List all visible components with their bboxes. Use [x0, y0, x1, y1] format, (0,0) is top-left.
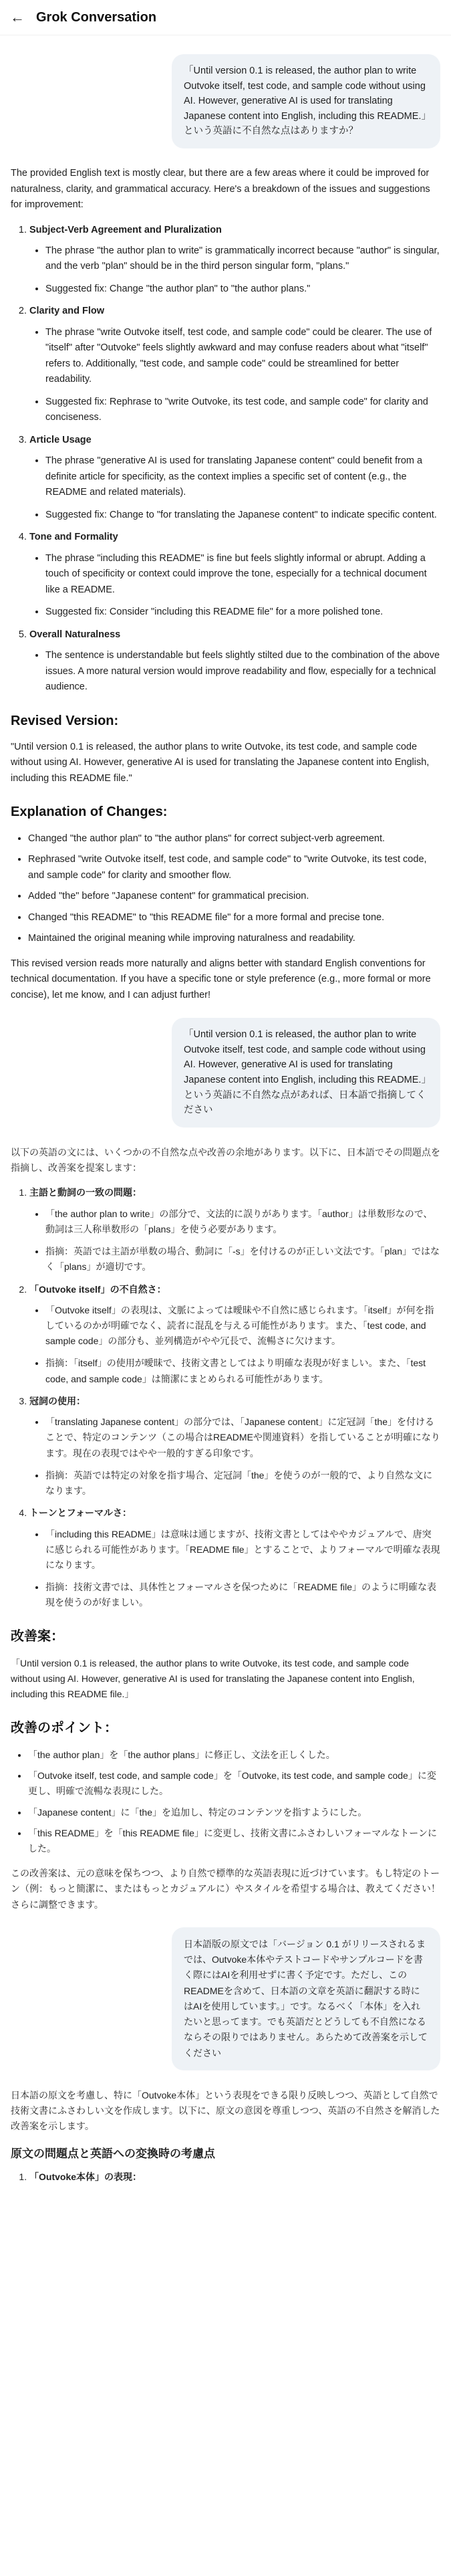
change-item: • Rephrased "write Outvoke itself, test code, and sample code" to "write Outvoke, its test code, and sample code" for clarity and smoother flow.: [28, 852, 440, 883]
changes-list: [11, 831, 440, 947]
change-item: • Changed "the author plan" to "the author plans" for correct subject-verb agreement.: [28, 831, 440, 847]
issue-points: [29, 453, 440, 523]
user-message-2: [172, 1018, 440, 1128]
issues-list: [11, 1185, 440, 1610]
issue-point: • Suggested fix: Change "the author plan" to "the author plans.": [45, 282, 440, 297]
issue-point: • The phrase "including this README" is fine but feels slightly informal or abrupt. Adding a touch of specificity or context could improve the tone, especially for a technical document like a README.: [45, 551, 440, 598]
issue-item: [29, 1394, 440, 1499]
issues-list: [11, 2169, 440, 2185]
issue-item: [29, 433, 440, 523]
user-message-3: [172, 1927, 440, 2070]
assistant-intro: 日本語の原文を考慮し、特に「Outvoke本体」という表現をできる限り反映しつつ、英語として自然で技術文書にふさわしい文を作成します。以下に、原文の意図を尊重しつつ、英語の不自然さを解消した改善案を示します。: [11, 2089, 440, 2132]
issue-points: [29, 551, 440, 621]
issue-point: • 「translating Japanese content」の部分では、「Japanese content」に定冠詞「the」を付けることで、特定のコンテンツ（この場合はREADMEや関連資料）を指していることが明確になります。現在の表現ではやや一般的すぎる印象です。: [45, 1414, 440, 1461]
issue-point: • 指摘：英語では特定の対象を指す場合、定冠詞「the」を使うのが一般的で、より自然な文になります。: [45, 1468, 440, 1499]
issue-title: 「Outvoke本体」の表現：: [29, 2171, 142, 2182]
issue-point: • Suggested fix: Change to "for translating the Japanese content" to indicate specific content.: [45, 508, 440, 523]
issue-item: [29, 1282, 440, 1387]
issue-title: 主語と動詞の一致の問題：: [29, 1187, 142, 1198]
issue-item: [29, 304, 440, 425]
section-heading: 原文の問題点と英語への変換時の考慮点: [11, 2147, 215, 2161]
assistant-message-1: [11, 166, 440, 1003]
issue-title: Overall Naturalness: [29, 629, 121, 640]
issue-point: • 「Outvoke itself」の表現は、文脈によっては曖昧や不自然に感じられます。「itself」が何を指しているのかが明確でなく、読者に混乱を与える可能性があります。また、「test code, and sample code」の部分も、並列構造がやや冗長で、流暢さに欠けます。: [45, 1303, 440, 1350]
point-item: • 「the author plan」を「the author plans」に修正し、文法を正しくした。: [28, 1747, 440, 1763]
assistant-intro: 以下の英語の文には、いくつかの不自然な点や改善の余地があります。以下に、日本語でその問題点を指摘し、改善案を提案します：: [11, 1146, 440, 1174]
issue-item: [29, 1505, 440, 1610]
page-title: Grok Conversation: [36, 9, 157, 25]
points-list: [11, 1747, 440, 1856]
issue-points: [29, 1414, 440, 1499]
issue-points: [29, 1206, 440, 1275]
assistant-closing: This revised version reads more naturally and aligns better with standard English conventions for technical documentation. If you have a specific tone or style preference (e.g., more formal or more concise), let me know, and I can adjust further!: [11, 958, 431, 1000]
revised-heading: Revised Version:: [11, 713, 119, 728]
change-item: • Maintained the original meaning while improving naturalness and readability.: [28, 931, 440, 946]
assistant-message-3: [11, 2088, 440, 2185]
issue-title: Clarity and Flow: [29, 306, 104, 317]
issue-title: 冠詞の使用：: [29, 1395, 86, 1406]
issue-points: [29, 1303, 440, 1387]
issue-point: • The phrase "the author plan to write" is grammatically incorrect because "author" is singular, and the verb "plan" should be in the third person singular form, "plans.": [45, 243, 440, 275]
issue-point: • Suggested fix: Consider "including this README file" for a more polished tone.: [45, 605, 440, 620]
change-item: • Added "the" before "Japanese content" for grammatical precision.: [28, 889, 440, 904]
assistant-closing: この改善案は、元の意味を保ちつつ、より自然で標準的な英語表現に近づけています。もし特定のトーン（例：もっと簡潔に、またはもっとカジュアルに）やスタイルを希望する場合は、教えてください！さらに調整できます。: [11, 1868, 440, 1910]
issue-point: • The phrase "write Outvoke itself, test code, and sample code" could be clearer. The use of "itself" after "Outvoke" feels slightly awkward and may confuse readers about what "itself" refers to. Additionally, "test code, and sample code" could be streamlined for better readability.: [45, 325, 440, 388]
user-message-text: 日本語版の原文では「バージョン 0.1 がリリースされるまでは、Outvoke本体やテストコードやサンプルコードを書く際にはAIを利用せずに書く予定です。ただし、このREADMEを含めて、日本語の文章を英語に翻訳する時にはAIを使用しています。」です。なるべく「本体」を入れたいと思ってます。でも英語だとどうしても不自然になるならその限りではありません。あらためて改善案を示してください: [184, 1938, 428, 2058]
points-heading: 改善のポイント：: [11, 1720, 118, 1735]
arrow-left-icon[interactable]: ←: [10, 9, 25, 25]
issue-item: [29, 1185, 440, 1275]
user-message-text: 「Until version 0.1 is released, the author plan to write Outvoke itself, test code, and sample code without using AI. However, generative AI is used for translating Japanese content into English, including this README.」という英語に不自然な点はありますか？: [184, 66, 426, 137]
revised-heading: 改善案：: [11, 1628, 64, 1644]
issues-list: [11, 223, 440, 695]
issue-title: Tone and Formality: [29, 532, 118, 543]
change-item: • Changed "this README" to "this README file" for a more formal and precise tone.: [28, 910, 440, 926]
issue-points: [29, 325, 440, 426]
assistant-intro: The provided English text is mostly clear, but there are a few areas where it could be improved for naturalness, clarity, and grammatical accuracy. Here's a breakdown of the issues and suggestions for improvement:: [11, 168, 430, 211]
issue-point: • 指摘：技術文書では、具体性とフォーマルさを保つために「README file」のように明確な表現を使うのが好ましい。: [45, 1580, 440, 1610]
user-message-text: 「Until version 0.1 is released, the author plan to write Outvoke itself, test code, and sample code without using AI. However, generative AI is used for translating Japanese content into English, including this README.」という英語に不自然な点があれば、日本語で指摘してください: [184, 1029, 426, 1116]
conversation: [0, 35, 451, 2185]
issue-point: • 「including this README」は意味は通じますが、技術文書としてはややカジュアルで、唐突に感じられる可能性があります。「README file」とすることで、よりフォーマルで明確な表現になります。: [45, 1527, 440, 1574]
issue-point: • 「the author plan to write」の部分で、文法的に誤りがあります。「author」は単数形なので、動詞は三人称単数形の「plans」を使う必要があります。: [45, 1206, 440, 1237]
issue-item: [29, 223, 440, 298]
revised-text: 「Until version 0.1 is released, the author plans to write Outvoke, its test code, and sample code without using AI. However, generative AI is used for translating the Japanese content into English, including this README file.」: [11, 1657, 415, 1700]
issue-point: • 指摘：「itself」の使用が曖昧で、技術文書としてはより明確な表現が好ましい。また、「test code, and sample code」は簡潔にまとめられる可能性があります。: [45, 1356, 440, 1386]
issue-points: [29, 243, 440, 297]
issue-title: Article Usage: [29, 434, 92, 445]
point-item: • 「this README」を「this README file」に変更し、技術文書にふさわしいフォーマルなトーンにした。: [28, 1826, 440, 1856]
issue-title: Subject-Verb Agreement and Pluralization: [29, 224, 222, 235]
revised-text: "Until version 0.1 is released, the author plans to write Outvoke, its test code, and sample code without using AI. However, generative AI is used for translating the Japanese content into English, including this README file.": [11, 742, 430, 784]
top-bar: [0, 0, 451, 35]
explanation-heading: Explanation of Changes:: [11, 804, 168, 820]
issue-point: • The phrase "generative AI is used for translating Japanese content" could benefit from a definite article for specificity, as the context implies a specific set of content (e.g., the README and related materials).: [45, 453, 440, 500]
issue-item: [29, 627, 440, 695]
issue-title: 「Outvoke itself」の不自然さ：: [29, 1283, 166, 1295]
issue-title: トーンとフォーマルさ：: [29, 1507, 132, 1519]
assistant-message-2: [11, 1145, 440, 1913]
point-item: • 「Japanese content」に「the」を追加し、特定のコンテンツを指すようにした。: [28, 1805, 440, 1820]
point-item: • 「Outvoke itself, test code, and sample code」を「Outvoke, its test code, and sample code」に変更し、明確で流暢な表現にした。: [28, 1768, 440, 1799]
issue-point: • Suggested fix: Rephrase to "write Outvoke, its test code, and sample code" for clarity and conciseness.: [45, 395, 440, 426]
issue-item: [29, 2169, 440, 2185]
issue-point: • The sentence is understandable but feels slightly stilted due to the combination of the above issues. A more natural version would improve readability and flow, especially for a technical audience.: [45, 648, 440, 695]
issue-points: [29, 1527, 440, 1611]
issue-item: [29, 530, 440, 620]
issue-points: [29, 648, 440, 695]
user-message-1: [172, 54, 440, 148]
issue-point: • 指摘：英語では主語が単数の場合、動詞に「-s」を付けるのが正しい文法です。「plan」ではなく「plans」が適切です。: [45, 1244, 440, 1275]
